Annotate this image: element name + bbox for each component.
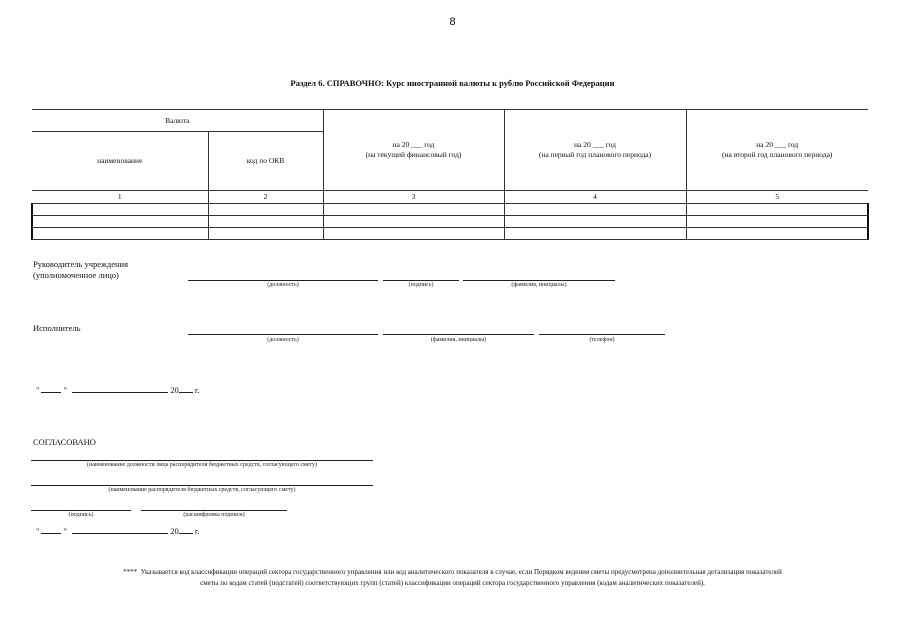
header-col5-line1: на 20 ___ год xyxy=(756,140,799,149)
executor-position-caption: (должность) xyxy=(267,337,299,343)
data-cell[interactable] xyxy=(32,228,208,240)
date2-year-suffix: г. xyxy=(194,526,200,536)
data-cell[interactable] xyxy=(504,216,686,228)
header-code: код по ОКВ xyxy=(208,132,323,191)
header-col3-line2: (на текущий финансовый год) xyxy=(365,150,462,159)
data-cell[interactable] xyxy=(686,216,868,228)
col-number-3: 3 xyxy=(323,191,504,204)
head-position-line[interactable] xyxy=(188,280,378,281)
head-signature-line[interactable] xyxy=(383,280,459,281)
col-number-1: 1 xyxy=(32,191,208,204)
date2-day-blank[interactable] xyxy=(41,525,61,534)
header-currency: Валюта xyxy=(32,110,323,132)
data-cell[interactable] xyxy=(504,204,686,216)
executor-name-line[interactable] xyxy=(383,334,534,335)
executor-name-caption: (фамилия, инициалы) xyxy=(430,337,487,343)
agreed-signature-caption: (подпись) xyxy=(68,512,94,517)
section-title: Раздел 6. СПРАВОЧНО: Курс иностранной валюты к рублю Российской Федерации xyxy=(290,78,615,88)
agreed-name-caption: (расшифровка подписи) xyxy=(183,512,245,517)
date1-year-blank[interactable] xyxy=(179,384,193,393)
header-col5 xyxy=(686,110,868,191)
data-cell[interactable] xyxy=(323,216,504,228)
header-col3-line1: на 20 ___ год xyxy=(392,140,435,149)
date-field-2 xyxy=(36,525,200,537)
agreed-org-line[interactable] xyxy=(31,485,373,486)
date1-quote-close: " xyxy=(63,385,67,395)
table-row xyxy=(32,216,868,228)
head-name-caption: (фамилия, инициалы) xyxy=(511,282,567,288)
executor-phone-caption: (телефон) xyxy=(589,337,615,343)
date2-year-prefix: 20 xyxy=(170,526,179,536)
head-label-line2: (уполномоченное лицо) xyxy=(33,270,119,280)
data-cell[interactable] xyxy=(208,216,323,228)
header-col4-line2: (на первый год планового периода) xyxy=(538,150,652,159)
date2-year-blank[interactable] xyxy=(179,525,193,534)
header-name: наименование xyxy=(32,132,208,191)
date2-quote-close: " xyxy=(63,526,67,536)
agreed-org-caption: (наименование распорядителя бюджетных средств, согласующего смету) xyxy=(108,487,296,493)
date2-quote-open: " xyxy=(36,526,40,536)
date1-month-blank[interactable] xyxy=(72,384,168,393)
data-cell[interactable] xyxy=(323,204,504,216)
agreed-position-caption: (наименование должности лица распорядителя бюджетных средств, согласующего смету) xyxy=(86,462,317,468)
date2-month-blank[interactable] xyxy=(72,525,168,534)
data-cell[interactable] xyxy=(208,228,323,240)
header-col4 xyxy=(504,110,686,191)
header-col5-line2: (на второй год планового периода) xyxy=(722,150,833,159)
header-col4-line1: на 20 ___ год xyxy=(574,140,616,149)
header-col3 xyxy=(323,110,504,191)
head-label xyxy=(33,259,128,281)
data-cell[interactable] xyxy=(32,216,208,228)
executor-position-line[interactable] xyxy=(188,334,378,335)
data-cell[interactable] xyxy=(504,228,686,240)
date1-year-suffix: г. xyxy=(194,385,200,395)
date1-year-prefix: 20 xyxy=(170,385,179,395)
executor-label: Исполнитель xyxy=(33,323,81,333)
footnote-marker: **** xyxy=(123,568,138,576)
footnote-text1: Указывается код классификации операций сектора государственного управления или код аналитического показателя в случае, если Порядком ведения сметы предусмотрена дополнительная детализация показателей xyxy=(140,568,782,576)
footnote-line1 xyxy=(40,567,865,578)
executor-phone-line[interactable] xyxy=(539,334,665,335)
col-number-4: 4 xyxy=(504,191,686,204)
head-position-caption: (должность) xyxy=(267,282,299,288)
date1-day-blank[interactable] xyxy=(41,384,61,393)
footnote xyxy=(40,567,865,589)
head-label-line1: Руководитель учреждения xyxy=(33,259,129,269)
head-signature-caption: (подпись) xyxy=(408,282,434,288)
table-row xyxy=(32,228,868,240)
data-cell[interactable] xyxy=(323,228,504,240)
date1-quote-open: " xyxy=(36,385,40,395)
col-number-5: 5 xyxy=(686,191,868,204)
data-cell[interactable] xyxy=(686,228,868,240)
agreed-label: СОГЛАСОВАНО xyxy=(33,437,96,447)
col-number-2: 2 xyxy=(208,191,323,204)
date-field-1 xyxy=(36,384,200,396)
footnote-line2: сметы по кодам статей (подстатей) соответствующих групп (статей) классификации операций сектора государственного управления (кодам аналитических показателей). xyxy=(200,579,705,587)
data-cell[interactable] xyxy=(686,204,868,216)
currency-rate-table xyxy=(31,109,869,240)
table-row xyxy=(32,204,868,216)
data-cell[interactable] xyxy=(32,204,208,216)
agreed-position-line[interactable] xyxy=(31,460,373,461)
page-number: 8 xyxy=(449,16,456,28)
data-cell[interactable] xyxy=(208,204,323,216)
head-name-line[interactable] xyxy=(463,280,615,281)
